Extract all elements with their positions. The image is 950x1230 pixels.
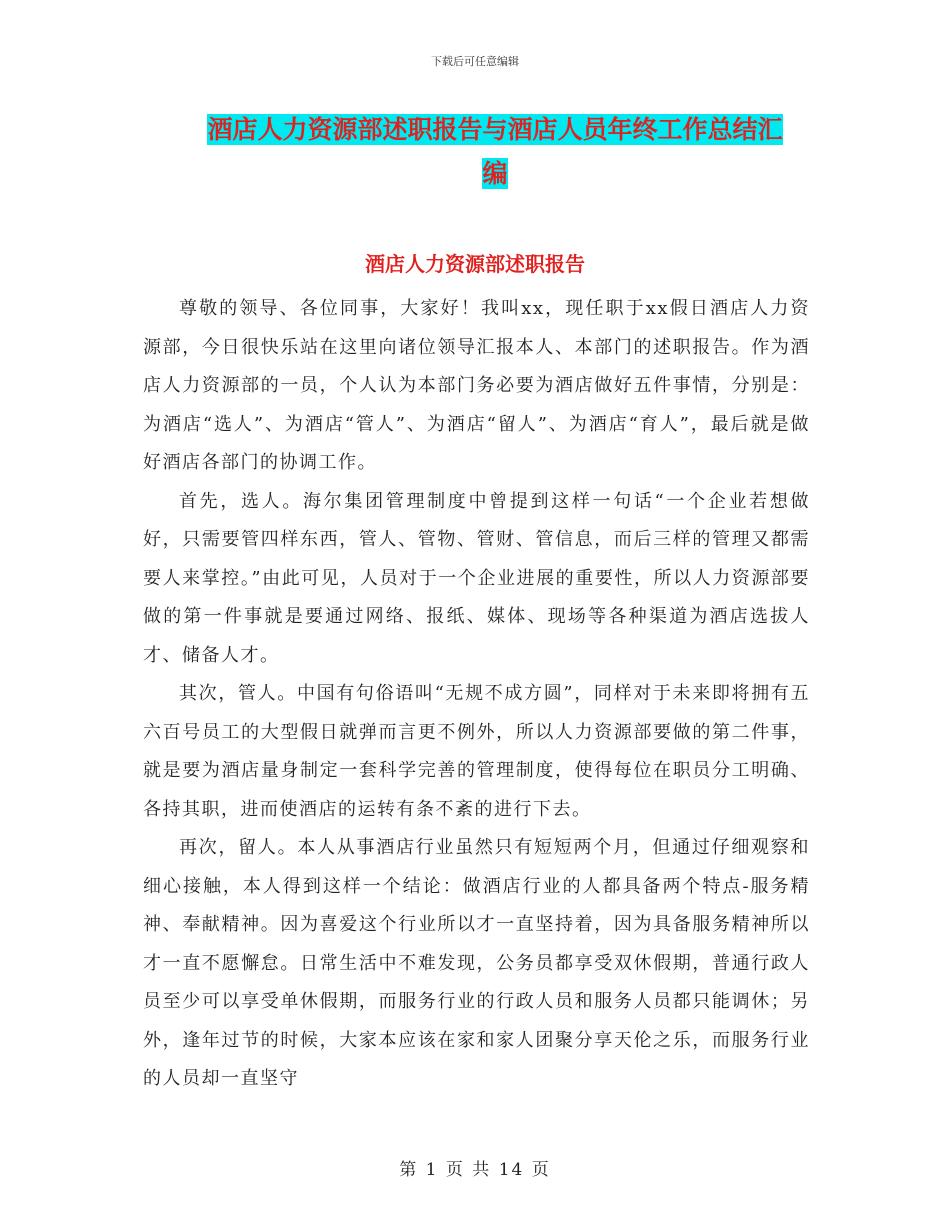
header-note: 下载后可任意编辑	[431, 55, 519, 68]
document-title-line1: 酒店人力资源部述职报告与酒店人员年终工作总结汇	[207, 115, 783, 144]
paragraph-intro: 尊敬的领导、各位同事，大家好！我叫xx，现任职于xx假日酒店人力资源部，今日很快乐站在这里向诸位领导汇报本人、本部门的述职报告。作为酒店人力资源部的一员，个人认为本部门务必要为酒店做好五件事情，分别是：为酒店“选人”、为酒店“管人”、为酒店“留人”、为酒店“育人”，最后就是做好酒店各部门的协调工作。	[143, 298, 810, 473]
paragraph-retain-people: 再次，留人。本人从事酒店行业虽然只有短短两个月，但通过仔细观察和细心接触，本人得到这样一个结论：做酒店行业的人都具备两个特点-服务精神、奉献精神。因为喜爱这个行业所以才一直坚持着，因为具备服务精神所以才一直不愿懈怠。日常生活中不难发现，公务员都享受双休假期，普通行政人员至少可以享受单休假期，而服务行业的行政人员和服务人员都只能调休；另外，逢年过节的时候，大家本应该在家和家人团聚分享天伦之乐，而服务行业的人员却一直坚守	[143, 837, 810, 1089]
paragraph-select-people: 首先，选人。海尔集团管理制度中曾提到这样一句话“一个企业若想做好，只需要管四样东西，管人、管物、管财、管信息，而后三样的管理又都需要人来掌控。”由此可见，人员对于一个企业进展的重要性，所以人力资源部要做的第一件事就是要通过网络、报纸、媒体、现场等各种渠道为酒店选拔人才、储备人才。	[143, 490, 810, 666]
document-title	[150, 108, 840, 196]
page-number: 第 1 页 共 14 页	[399, 1160, 551, 1180]
paragraph-manage-people: 其次，管人。中国有句俗语叫“无规不成方圆”，同样对于未来即将拥有五六百号员工的大型假日就弹而言更不例外，所以人力资源部要做的第二件事，就是要为酒店量身制定一套科学完善的管理制度，使得每位在职员分工明确、各持其职，进而使酒店的运转有条不紊的进行下去。	[143, 683, 810, 820]
body-text	[143, 290, 810, 1099]
section-title: 酒店人力资源部述职报告	[365, 252, 585, 276]
document-title-line2: 编	[482, 159, 508, 188]
